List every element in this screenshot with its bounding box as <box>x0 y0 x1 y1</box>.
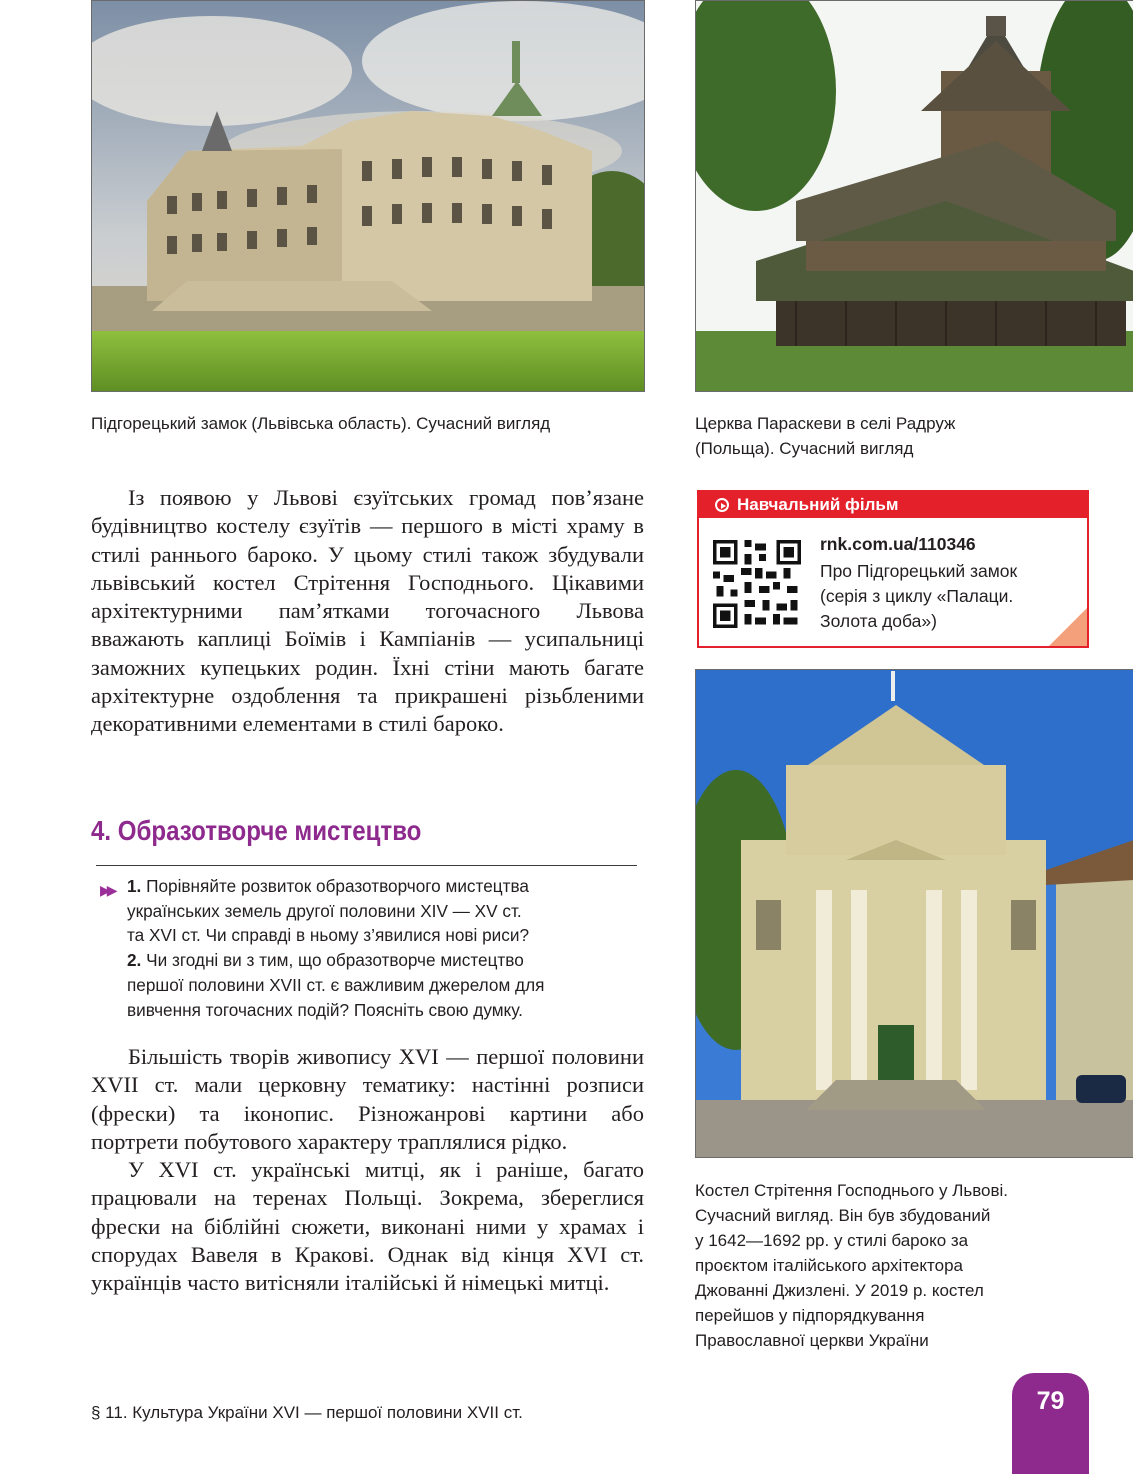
task-number: 1. <box>127 876 142 896</box>
paragraph-jesuits <box>91 484 644 739</box>
kostel-caption-line: Костел Стрітення Господнього у Львові. <box>695 1181 1009 1200</box>
paragraph-text: У XVI ст. українські митці, як і раніше, багато працювали на теренах Польщі. Зокрема, збереглися фрески на біблійні сюжети, виконані ними у храмах і спорудах Вавеля в Кракові. Однак від кінця XVI ст. українців часто витісняли італійські й німецькі митці. <box>91 1157 644 1296</box>
task-text: Чи згодні ви з тим, що образотворче мистецтво <box>146 950 524 971</box>
film-header-label: Навчальний фільм <box>737 495 899 514</box>
castle-caption: Підгорецький замок (Львівська область). Сучасний вигляд <box>91 414 551 433</box>
task-line: вивчення тогочасних подій? Поясніть свою думку. <box>127 999 523 1020</box>
task-text: Порівняйте розвиток образотворчого мистецтва <box>146 876 529 896</box>
corner-decoration <box>1049 608 1087 646</box>
castle-photo <box>91 0 645 392</box>
kostel-caption-line: Джованні Джизлені. У 2019 р. костел <box>695 1281 984 1300</box>
task-line <box>100 948 630 973</box>
kostel-caption <box>695 1178 1008 1353</box>
tasks-block <box>100 874 630 1022</box>
paragraph-text: Із появою у Львові єзуїтських громад пов’язане будівництво костелу єзуїтів — першого в місті храму в стилі раннього бароко. У цьому стилі також збудували львівський костел Стрітення Господнього. Цікавими архітектурними пам’ятками тогочасного Львова вважають каплиці Боїмів і Кампіанів — усипальниці заможних купецьких родин. Їхні стіни мають багате архітектурне оздоблення та прикрашені різьбленими декоративними елементами в стилі бароко. <box>91 485 644 737</box>
play-icon <box>715 498 729 512</box>
film-header <box>699 492 1087 518</box>
paragraph-painting <box>91 1043 644 1298</box>
film-description-line: Про Підгорецький замок <box>820 561 1018 581</box>
running-footer: § 11. Культура України XVI — першої половини XVII ст. <box>91 1403 523 1422</box>
church-caption-line: Церква Параскеви в селі Радруж <box>695 414 956 433</box>
church-photo <box>695 0 1133 392</box>
paragraph-text: Більшість творів живопису XVI — першої половини XVII ст. мали церковну тематику: настінні розписи (фрески) та іконопис. Різножанрові картини або портрети побутового характеру траплялися рідко. <box>91 1044 644 1154</box>
section-title: 4. Образотворче мистецтво <box>91 815 422 846</box>
task-line: першої половини XVII ст. є важливим джерелом для <box>127 974 545 995</box>
church-caption-line: (Польща). Сучасний вигляд <box>695 439 914 458</box>
educational-film-box[interactable] <box>697 490 1089 648</box>
task-line <box>100 874 630 899</box>
qr-code-icon[interactable] <box>713 540 801 628</box>
kostel-caption-line: перейшов у підпорядкування <box>695 1306 925 1325</box>
kostel-caption-line: Сучасний вигляд. Він був збудований <box>695 1206 991 1225</box>
section-divider <box>96 865 637 866</box>
page-number: 79 <box>1012 1373 1089 1474</box>
task-line: українських земель другої половини XIV — XV ст. <box>127 900 522 921</box>
church-caption <box>695 411 955 461</box>
double-arrow-icon: ▶▶ <box>100 882 114 898</box>
film-description <box>820 559 1070 634</box>
film-description-line: (серія з циклу «Палаци. <box>820 586 1014 606</box>
kostel-photo <box>695 669 1133 1158</box>
film-link[interactable]: rnk.com.ua/110346 <box>820 534 976 554</box>
film-description-line: Золота доба») <box>820 611 937 631</box>
task-number: 2. <box>127 950 142 971</box>
kostel-caption-line: у 1642—1692 рр. у стилі бароко за <box>695 1231 969 1250</box>
kostel-caption-line: Православної церкви України <box>695 1331 929 1350</box>
task-line: та XVI ст. Чи справді в ньому з’явилися нові риси? <box>127 925 530 946</box>
kostel-caption-line: проєктом італійського архітектора <box>695 1256 963 1275</box>
